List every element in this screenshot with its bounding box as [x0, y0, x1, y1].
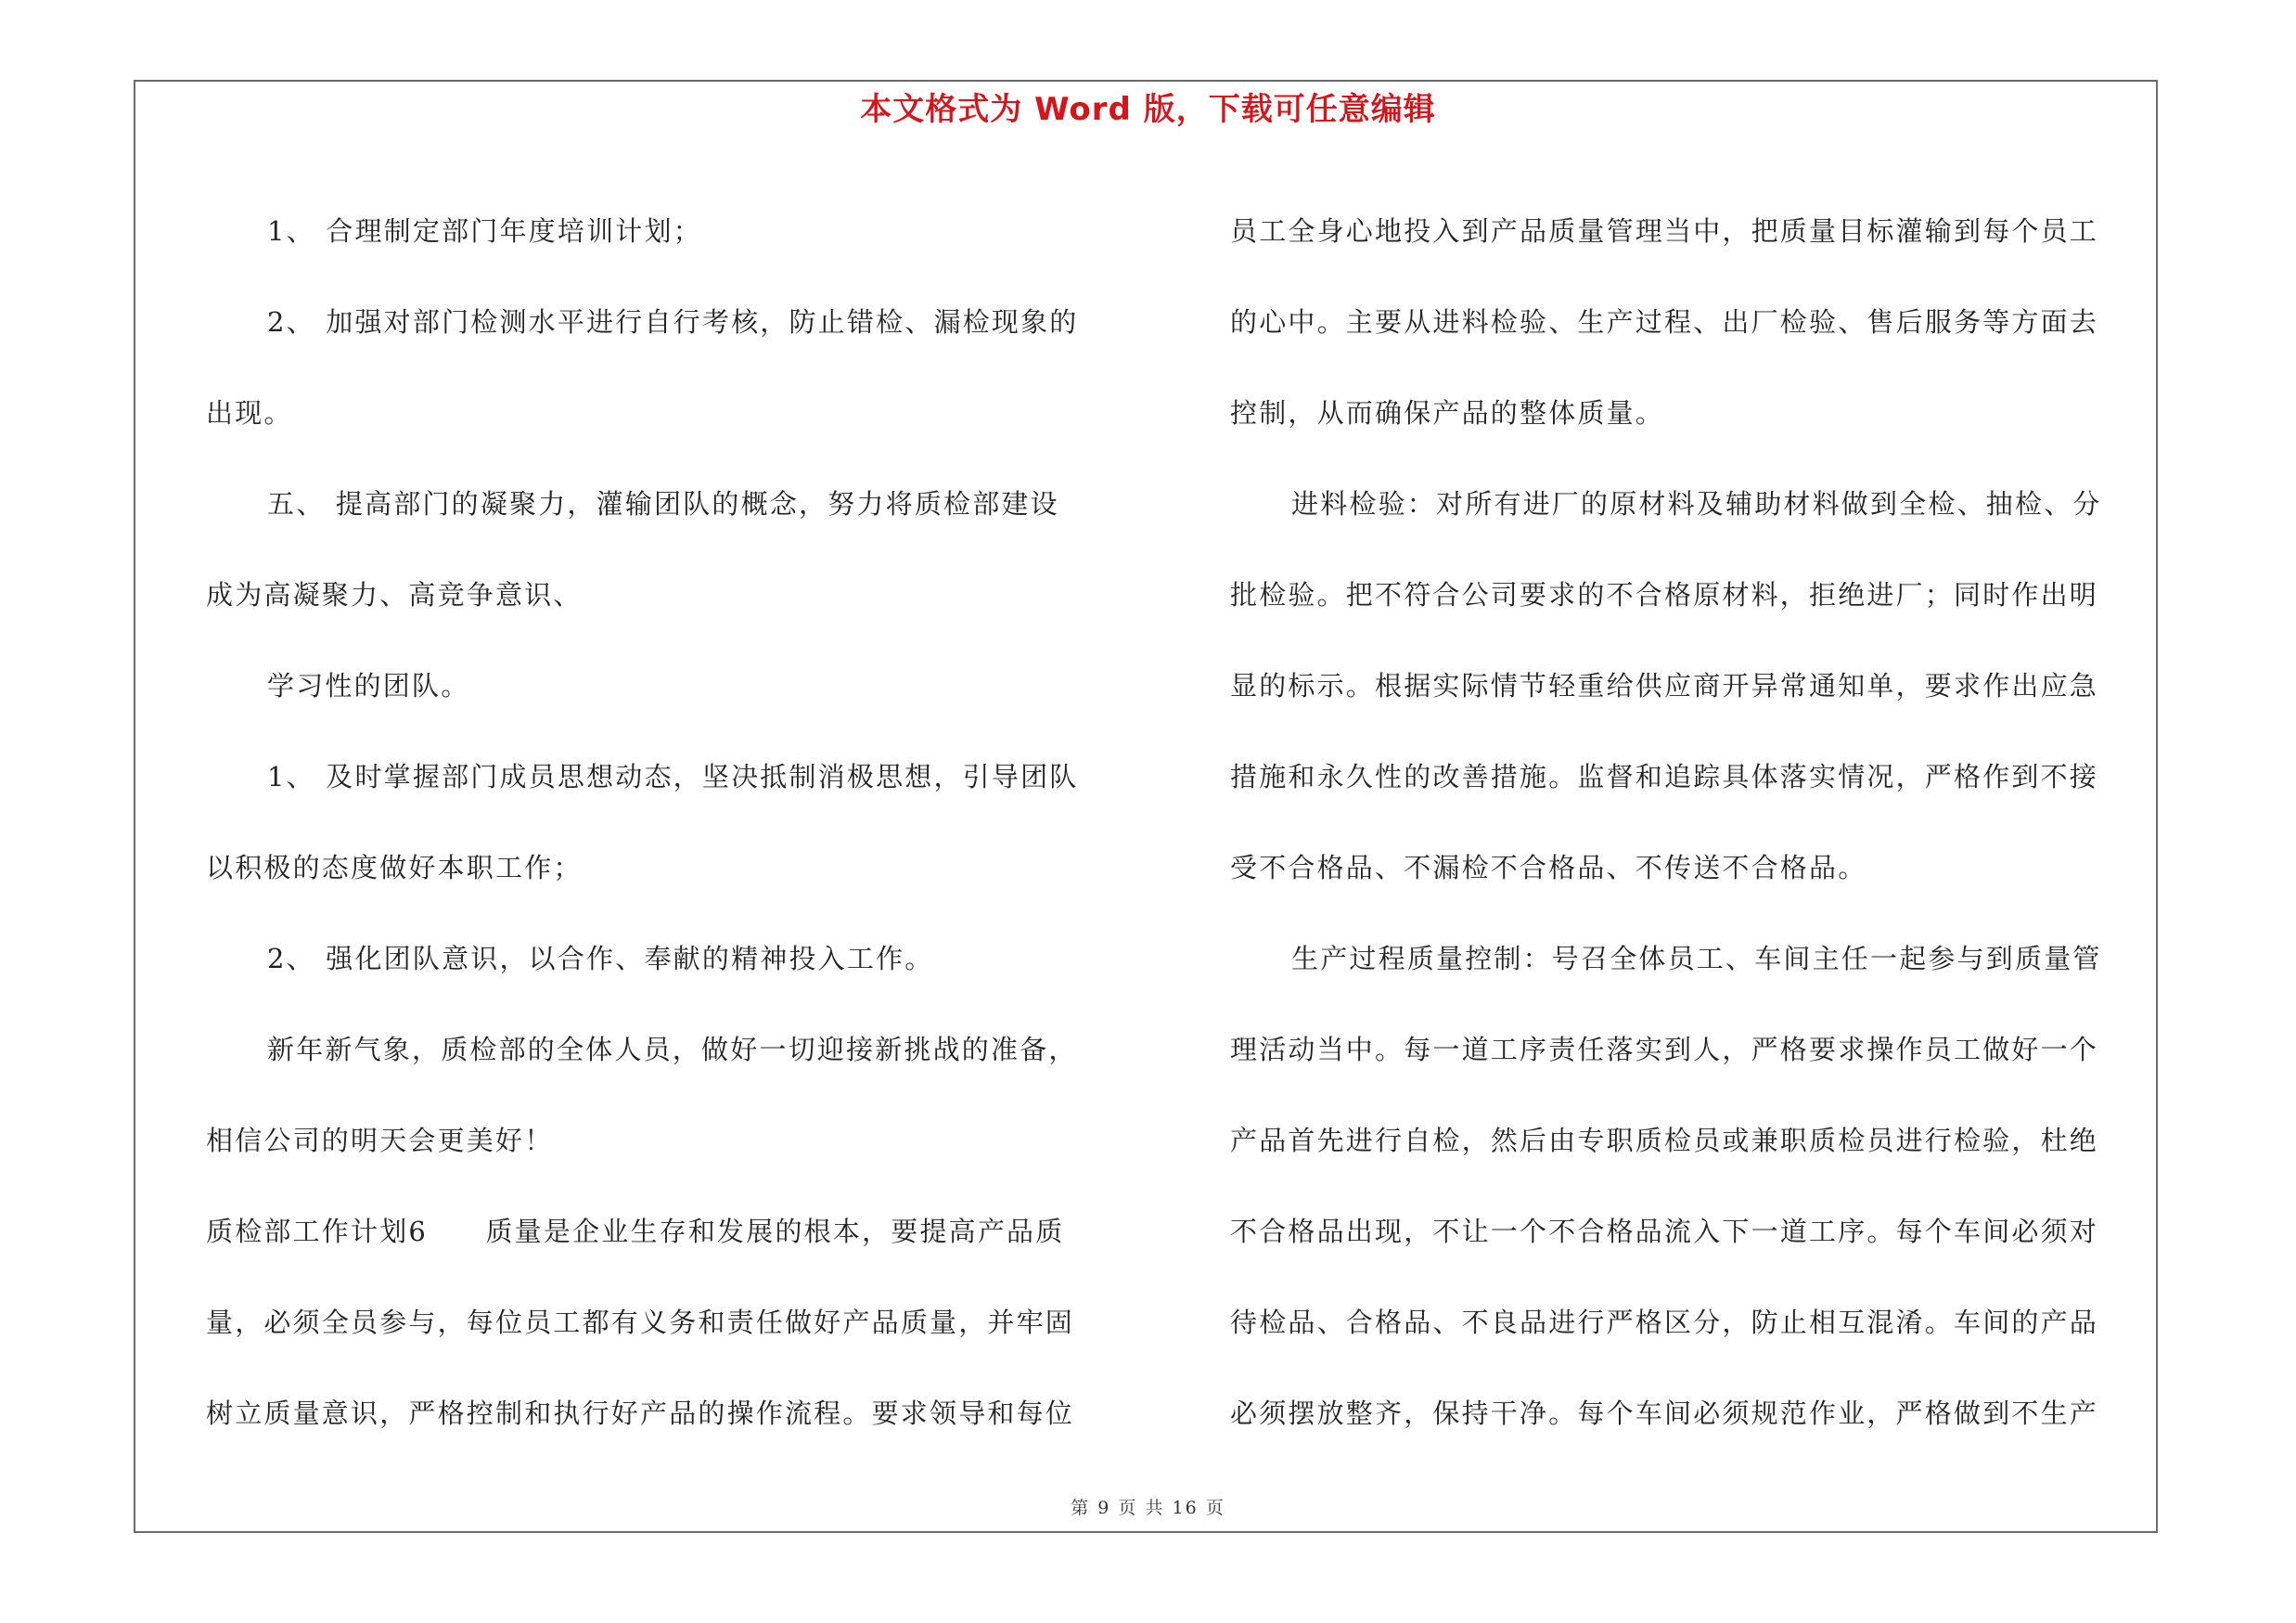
text-line: 质检部工作计划6 质量是企业生存和发展的根本，要提高产品质 [206, 1216, 1065, 1247]
text-line: 产品首先进行自检，然后由专职质检员或兼职质检员进行检验，杜绝 [1230, 1125, 2099, 1156]
text-line: 的心中。主要从进料检验、生产过程、出厂检验、售后服务等方面去 [1230, 306, 2099, 338]
left-column-text [206, 186, 1141, 1459]
text-line: 理活动当中。每一道工序责任落实到人，严格要求操作员工做好一个 [1230, 1034, 2099, 1065]
text-line: 不合格品出现，不让一个不合格品流入下一道工序。每个车间必须对 [1230, 1216, 2099, 1247]
text-line: 必须摆放整齐，保持干净。每个车间必须规范作业，严格做到不生产 [1230, 1398, 2099, 1429]
text-line: 2、 加强对部门检测水平进行自行考核，防止错检、漏检现象的 [267, 306, 1079, 338]
text-line: 树立质量意识，严格控制和执行好产品的操作流程。要求领导和每位 [206, 1398, 1075, 1429]
right-column-text [1230, 186, 2148, 1459]
text-line: 待检品、合格品、不良品进行严格区分，防止相互混淆。车间的产品 [1230, 1307, 2099, 1338]
text-line: 措施和永久性的改善措施。监督和追踪具体落实情况，严格作到不接 [1230, 761, 2099, 792]
text-line: 批检验。把不符合公司要求的不合格原材料，拒绝进厂；同时作出明 [1230, 579, 2099, 611]
word-format-banner: 本文格式为 Word 版，下载可任意编辑 [860, 91, 1436, 128]
text-line: 新年新气象，质检部的全体人员，做好一切迎接新挑战的准备， [267, 1034, 1078, 1065]
text-line: 量，必须全员参与，每位员工都有义务和责任做好产品质量，并牢固 [206, 1307, 1075, 1338]
text-line: 相信公司的明天会更美好！ [206, 1125, 554, 1156]
text-line: 出现。 [206, 397, 293, 429]
text-line: 成为高凝聚力、高竞争意识、 [206, 579, 583, 611]
text-line: 显的标示。根据实际情节轻重给供应商开异常通知单，要求作出应急 [1230, 670, 2099, 702]
text-line: 五、 提高部门的凝聚力，灌输团队的概念，努力将质检部建设 [267, 488, 1059, 520]
page-number: 第 9 页 共 16 页 [1071, 1498, 1225, 1518]
text-line: 以积极的态度做好本职工作； [206, 852, 583, 883]
text-line: 控制，从而确保产品的整体质量。 [1230, 397, 1665, 429]
text-line: 2、 强化团队意识，以合作、奉献的精神投入工作。 [267, 943, 934, 974]
right-text-column [1230, 186, 2148, 1459]
text-line: 学习性的团队。 [267, 670, 470, 702]
text-line: 1、 及时掌握部门成员思想动态，坚决抵制消极思想，引导团队 [267, 761, 1079, 792]
left-text-column [206, 186, 1141, 1459]
text-line: 进料检验：对所有进厂的原材料及辅助材料做到全检、抽检、分 [1291, 488, 2102, 520]
text-line: 员工全身心地投入到产品质量管理当中，把质量目标灌输到每个员工 [1230, 215, 2099, 247]
text-line: 受不合格品、不漏检不合格品、不传送不合格品。 [1230, 852, 1867, 883]
text-line: 生产过程质量控制：号召全体员工、车间主任一起参与到质量管 [1291, 943, 2102, 974]
text-line: 1、 合理制定部门年度培训计划； [267, 215, 702, 247]
